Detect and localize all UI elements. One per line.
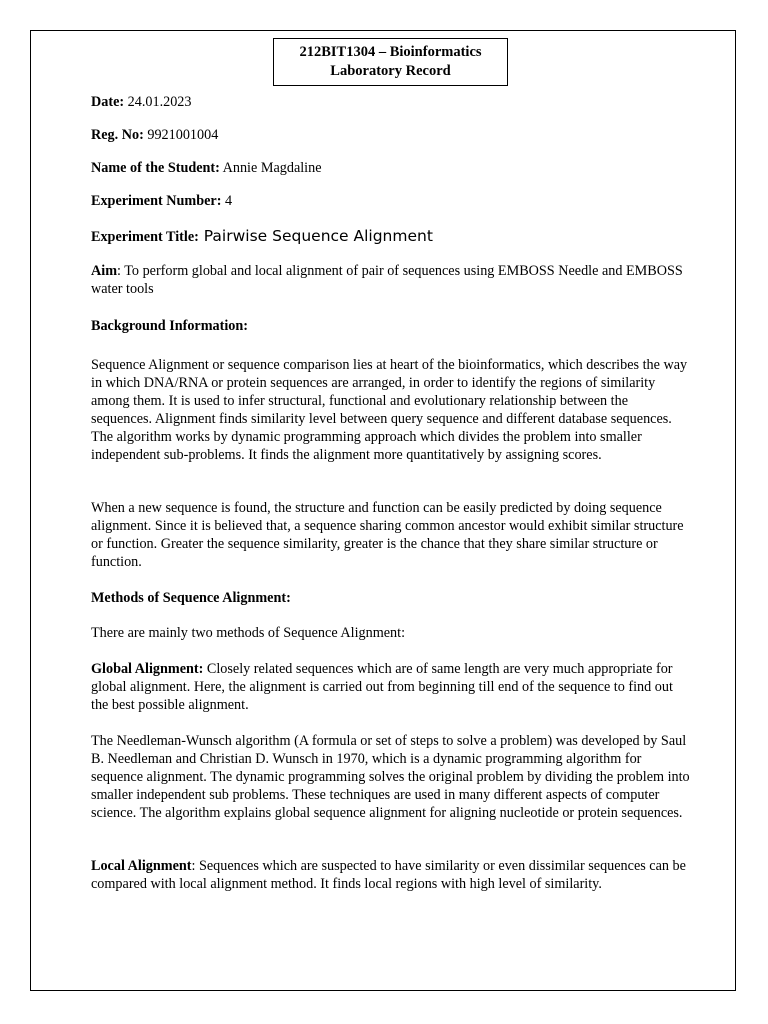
experiment-number-label: Experiment Number:: [91, 193, 222, 209]
local-alignment-paragraph: [91, 857, 691, 893]
aim-text: : To perform global and local alignment of pair of sequences using EMBOSS Needle and EMBOSS water tools: [91, 263, 683, 297]
methods-intro: There are mainly two methods of Sequence Alignment:: [91, 625, 406, 641]
methods-heading: Methods of Sequence Alignment:: [91, 590, 291, 606]
background-paragraph-2: When a new sequence is found, the structure and function can be easily predicted by doing sequence alignment. Since it is believed that, a sequence sharing common ancestor would exhibit similar structure or function. Greater the sequence similarity, greater is the chance that they share similar structure or function.: [91, 500, 684, 570]
record-title-box: [273, 38, 508, 86]
record-subtitle: Laboratory Record: [330, 63, 451, 79]
local-alignment-text: : Sequences which are suspected to have similarity or even dissimilar sequences can be compared with local alignment method. It finds local regions with high level of similarity.: [91, 858, 686, 892]
global-alignment-text: Closely related sequences which are of same length are very much appropriate for global alignment. Here, the alignment is carried out from beginning till end of the sequence to find out the best possible alignment.: [91, 661, 673, 713]
reg-no-label: Reg. No:: [91, 127, 144, 143]
reg-no-value: 9921001004: [143, 127, 219, 143]
student-name-label: Name of the Student:: [91, 160, 220, 176]
local-alignment-label: Local Alignment: [91, 858, 192, 874]
experiment-title-value: Pairwise Sequence Alignment: [198, 227, 433, 245]
global-alignment-paragraph: [91, 660, 691, 714]
experiment-title-label: Experiment Title:: [91, 229, 199, 245]
date-line: [91, 93, 691, 111]
date-value: 24.01.2023: [124, 94, 192, 110]
course-title: 212BIT1304 – Bioinformatics: [299, 44, 482, 60]
date-label: Date:: [91, 94, 125, 110]
student-name-line: [91, 159, 691, 177]
student-name-value: Annie Magdaline: [219, 160, 322, 176]
aim-label: Aim: [91, 263, 118, 279]
needleman-wunsch-paragraph: The Needleman-Wunsch algorithm (A formula or set of steps to solve a problem) was developed by Saul B. Needleman and Christian D. Wunsch in 1970, which is a dynamic programming algorithm for sequence alignment. The dynamic programming solves the original problem by dividing the problem into smaller independent sub problems. These techniques are used in many different aspects of computer science. The algorithm explains global sequence alignment for aligning nucleotide or protein sequences.: [91, 733, 690, 821]
background-heading: Background Information:: [91, 318, 249, 334]
experiment-title-line: [91, 227, 691, 246]
experiment-number-line: [91, 192, 691, 210]
background-paragraph-1: Sequence Alignment or sequence comparison lies at heart of the bioinformatics, which describes the way in which DNA/RNA or protein sequences are arranged, in order to identify the regions of similarity among them. It is used to infer structural, functional and evolutionary relationship between the sequences. Alignment finds similarity level between query sequence and different database sequences. The algorithm works by dynamic programming approach which divides the problem into smaller independent sub-problems. It finds the alignment more quantitatively by assigning scores.: [91, 357, 688, 463]
aim-paragraph: [91, 262, 691, 298]
global-alignment-label: Global Alignment:: [91, 661, 204, 677]
reg-no-line: [91, 126, 691, 144]
experiment-number-value: 4: [221, 193, 233, 209]
